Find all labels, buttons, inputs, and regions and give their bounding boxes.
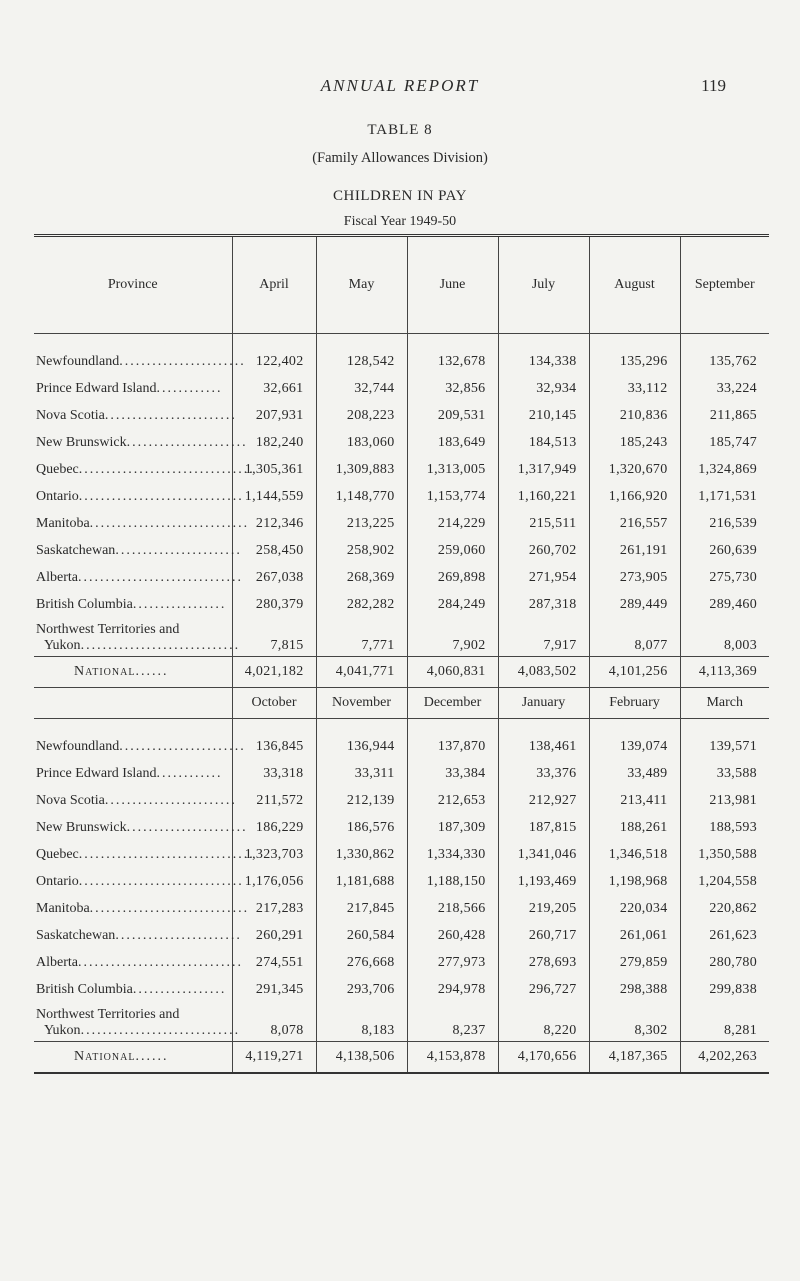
province-cell: Ontario.............................. xyxy=(36,488,244,504)
value-cell: 139,074 xyxy=(589,733,680,760)
national-total-row xyxy=(34,1042,769,1074)
table-row xyxy=(34,787,769,814)
value-cell: 279,859 xyxy=(589,949,680,976)
value-cell: 260,702 xyxy=(498,537,589,564)
table-row xyxy=(34,895,769,922)
province-cell: Ontario.............................. xyxy=(36,873,244,889)
province-cell: British Columbia................. xyxy=(36,596,227,612)
province-name: Newfoundland xyxy=(36,353,120,369)
national-total-row xyxy=(34,657,769,688)
value-cell: 280,379 xyxy=(232,591,316,618)
page-number: 119 xyxy=(701,76,726,95)
value-cell: 289,449 xyxy=(589,591,680,618)
value-cell: 1,305,361 xyxy=(232,456,316,483)
value-cell: 8,078 xyxy=(232,1003,316,1042)
total-value-cell: 4,101,256 xyxy=(589,657,680,688)
province-cell: Alberta.............................. xyxy=(36,954,243,970)
value-cell: 271,954 xyxy=(498,564,589,591)
value-cell: 8,183 xyxy=(316,1003,407,1042)
value-cell: 1,323,703 xyxy=(232,841,316,868)
month-subheader-row xyxy=(34,688,769,719)
value-cell: 1,198,968 xyxy=(589,868,680,895)
value-cell: 258,450 xyxy=(232,537,316,564)
value-cell: 134,338 xyxy=(498,348,589,375)
province-name: Alberta xyxy=(36,569,78,585)
value-cell: 135,296 xyxy=(589,348,680,375)
value-cell: 1,153,774 xyxy=(407,483,498,510)
total-value-cell: 4,138,506 xyxy=(316,1042,407,1074)
table-number: TABLE 8 xyxy=(367,122,433,138)
value-cell: 32,744 xyxy=(316,375,407,402)
province-name: Prince Edward Island xyxy=(36,380,157,396)
running-title: ANNUAL REPORT xyxy=(320,76,480,95)
first-half-body xyxy=(34,334,769,688)
value-cell: 217,845 xyxy=(316,895,407,922)
province-name: Nova Scotia xyxy=(36,407,105,423)
month-header: November xyxy=(316,688,407,719)
value-cell: 7,917 xyxy=(498,618,589,657)
value-cell: 7,771 xyxy=(316,618,407,657)
province-name: Saskatchewan xyxy=(36,927,116,943)
value-cell: 213,981 xyxy=(680,787,769,814)
table-row xyxy=(34,976,769,1003)
value-cell: 260,291 xyxy=(232,922,316,949)
value-cell: 211,865 xyxy=(680,402,769,429)
value-cell: 212,927 xyxy=(498,787,589,814)
value-cell: 135,762 xyxy=(680,348,769,375)
total-value-cell: 4,187,365 xyxy=(589,1042,680,1074)
value-cell: 219,205 xyxy=(498,895,589,922)
province-name-line1: Northwest Territories and xyxy=(36,1007,180,1022)
value-cell: 188,261 xyxy=(589,814,680,841)
fiscal-year: Fiscal Year 1949-50 xyxy=(343,214,457,229)
province-cell: Nova Scotia........................ xyxy=(36,407,237,423)
value-cell: 1,334,330 xyxy=(407,841,498,868)
division-name: (Family Allowances Division) xyxy=(312,150,488,166)
table-row xyxy=(34,814,769,841)
province-cell: New Brunswick...................... xyxy=(36,434,248,450)
table-row xyxy=(34,760,769,787)
value-cell: 261,061 xyxy=(589,922,680,949)
table-row xyxy=(34,348,769,375)
province-cell: Saskatchewan....................... xyxy=(36,542,242,558)
value-cell: 1,148,770 xyxy=(316,483,407,510)
value-cell: 8,302 xyxy=(589,1003,680,1042)
table-row xyxy=(34,402,769,429)
table-row xyxy=(34,456,769,483)
table-row xyxy=(34,591,769,618)
total-value-cell: 4,083,502 xyxy=(498,657,589,688)
month-header: August xyxy=(589,236,680,334)
value-cell: 213,411 xyxy=(589,787,680,814)
value-cell: 138,461 xyxy=(498,733,589,760)
value-cell: 277,973 xyxy=(407,949,498,976)
value-cell: 183,060 xyxy=(316,429,407,456)
value-cell: 1,341,046 xyxy=(498,841,589,868)
value-cell: 269,898 xyxy=(407,564,498,591)
national-total-cell: National...... xyxy=(34,657,232,688)
value-cell: 128,542 xyxy=(316,348,407,375)
value-cell: 287,318 xyxy=(498,591,589,618)
value-cell: 1,160,221 xyxy=(498,483,589,510)
spacer-row xyxy=(34,334,769,349)
value-cell: 1,320,670 xyxy=(589,456,680,483)
province-name: British Columbia xyxy=(36,596,133,612)
value-cell: 33,384 xyxy=(407,760,498,787)
value-cell: 33,318 xyxy=(232,760,316,787)
value-cell: 275,730 xyxy=(680,564,769,591)
value-cell: 1,166,920 xyxy=(589,483,680,510)
value-cell: 33,588 xyxy=(680,760,769,787)
province-name: Newfoundland xyxy=(36,738,120,754)
province-cell: Quebec................................ xyxy=(36,846,255,862)
value-cell: 210,836 xyxy=(589,402,680,429)
month-header: June xyxy=(407,236,498,334)
value-cell: 291,345 xyxy=(232,976,316,1003)
value-cell: 188,593 xyxy=(680,814,769,841)
value-cell: 1,317,949 xyxy=(498,456,589,483)
month-header: April xyxy=(232,236,316,334)
value-cell: 213,225 xyxy=(316,510,407,537)
value-cell: 212,139 xyxy=(316,787,407,814)
value-cell: 1,330,862 xyxy=(316,841,407,868)
value-cell: 294,978 xyxy=(407,976,498,1003)
value-cell: 32,856 xyxy=(407,375,498,402)
value-cell: 289,460 xyxy=(680,591,769,618)
value-cell: 32,934 xyxy=(498,375,589,402)
value-cell: 136,845 xyxy=(232,733,316,760)
province-header: Province xyxy=(34,236,232,334)
value-cell: 8,220 xyxy=(498,1003,589,1042)
value-cell: 33,112 xyxy=(589,375,680,402)
value-cell: 8,281 xyxy=(680,1003,769,1042)
value-cell: 267,038 xyxy=(232,564,316,591)
province-cell: New Brunswick...................... xyxy=(36,819,248,835)
value-cell: 273,905 xyxy=(589,564,680,591)
value-cell: 1,346,518 xyxy=(589,841,680,868)
spacer-row xyxy=(34,719,769,734)
province-cell: Alberta.............................. xyxy=(36,569,243,585)
province-name: Quebec xyxy=(36,461,79,477)
value-cell: 1,181,688 xyxy=(316,868,407,895)
value-cell: 187,815 xyxy=(498,814,589,841)
value-cell: 1,309,883 xyxy=(316,456,407,483)
value-cell: 261,623 xyxy=(680,922,769,949)
value-cell: 284,249 xyxy=(407,591,498,618)
value-cell: 220,862 xyxy=(680,895,769,922)
province-name: Prince Edward Island xyxy=(36,765,157,781)
value-cell: 185,243 xyxy=(589,429,680,456)
month-header: December xyxy=(407,688,498,719)
total-value-cell: 4,153,878 xyxy=(407,1042,498,1074)
value-cell: 216,557 xyxy=(589,510,680,537)
value-cell: 217,283 xyxy=(232,895,316,922)
table-row xyxy=(34,537,769,564)
province-name: Manitoba xyxy=(36,515,90,531)
second-half-body xyxy=(34,719,769,1074)
table-title: CHILDREN IN PAY xyxy=(333,188,467,204)
national-label: National xyxy=(74,1049,136,1064)
children-in-pay-table xyxy=(34,234,769,1074)
province-name: Ontario xyxy=(36,873,79,889)
value-cell: 186,576 xyxy=(316,814,407,841)
province-cell: Manitoba............................. xyxy=(36,900,250,916)
province-name: Ontario xyxy=(36,488,79,504)
value-cell: 33,311 xyxy=(316,760,407,787)
value-cell: 208,223 xyxy=(316,402,407,429)
value-cell: 186,229 xyxy=(232,814,316,841)
province-name: Alberta xyxy=(36,954,78,970)
value-cell: 280,780 xyxy=(680,949,769,976)
value-cell: 8,003 xyxy=(680,618,769,657)
province-name: Manitoba xyxy=(36,900,90,916)
value-cell: 7,902 xyxy=(407,618,498,657)
total-value-cell: 4,170,656 xyxy=(498,1042,589,1074)
value-cell: 184,513 xyxy=(498,429,589,456)
province-name: Yukon xyxy=(44,638,81,653)
value-cell: 274,551 xyxy=(232,949,316,976)
value-cell: 296,727 xyxy=(498,976,589,1003)
value-cell: 182,240 xyxy=(232,429,316,456)
value-cell: 260,584 xyxy=(316,922,407,949)
value-cell: 1,193,469 xyxy=(498,868,589,895)
value-cell: 218,566 xyxy=(407,895,498,922)
value-cell: 1,204,558 xyxy=(680,868,769,895)
table-row xyxy=(34,1003,769,1042)
value-cell: 132,678 xyxy=(407,348,498,375)
value-cell: 207,931 xyxy=(232,402,316,429)
month-header: March xyxy=(680,688,769,719)
province-cell: British Columbia................. xyxy=(36,981,227,997)
table-row xyxy=(34,564,769,591)
province-cell: Northwest Territories and Yukon............................. xyxy=(36,622,241,653)
running-head xyxy=(0,76,800,100)
province-name: Quebec xyxy=(36,846,79,862)
month-header: May xyxy=(316,236,407,334)
table-row xyxy=(34,922,769,949)
table-row xyxy=(34,375,769,402)
total-value-cell: 4,060,831 xyxy=(407,657,498,688)
value-cell: 1,313,005 xyxy=(407,456,498,483)
total-value-cell: 4,113,369 xyxy=(680,657,769,688)
national-total-cell: National...... xyxy=(34,1042,232,1074)
value-cell: 1,144,559 xyxy=(232,483,316,510)
month-header: September xyxy=(680,236,769,334)
national-label: National xyxy=(74,664,136,679)
table-row xyxy=(34,618,769,657)
value-cell: 216,539 xyxy=(680,510,769,537)
value-cell: 215,511 xyxy=(498,510,589,537)
value-cell: 183,649 xyxy=(407,429,498,456)
value-cell: 8,237 xyxy=(407,1003,498,1042)
value-cell: 137,870 xyxy=(407,733,498,760)
value-cell: 211,572 xyxy=(232,787,316,814)
value-cell: 32,661 xyxy=(232,375,316,402)
province-cell: Prince Edward Island............ xyxy=(36,380,223,396)
province-cell: Prince Edward Island............ xyxy=(36,765,223,781)
value-cell: 299,838 xyxy=(680,976,769,1003)
table-row xyxy=(34,483,769,510)
value-cell: 268,369 xyxy=(316,564,407,591)
month-header: July xyxy=(498,236,589,334)
value-cell: 212,653 xyxy=(407,787,498,814)
second-half-header xyxy=(34,688,769,719)
province-cell: Quebec................................ xyxy=(36,461,255,477)
value-cell: 1,350,588 xyxy=(680,841,769,868)
total-value-cell: 4,041,771 xyxy=(316,657,407,688)
table-row xyxy=(34,429,769,456)
value-cell: 187,309 xyxy=(407,814,498,841)
value-cell: 33,376 xyxy=(498,760,589,787)
table-titles xyxy=(0,120,800,232)
province-name: British Columbia xyxy=(36,981,133,997)
value-cell: 282,282 xyxy=(316,591,407,618)
value-cell: 7,815 xyxy=(232,618,316,657)
value-cell: 261,191 xyxy=(589,537,680,564)
table-row xyxy=(34,510,769,537)
table-row xyxy=(34,841,769,868)
province-name-line1: Northwest Territories and xyxy=(36,622,180,637)
value-cell: 33,489 xyxy=(589,760,680,787)
value-cell: 1,324,869 xyxy=(680,456,769,483)
value-cell: 220,034 xyxy=(589,895,680,922)
province-cell: Saskatchewan....................... xyxy=(36,927,242,943)
value-cell: 1,171,531 xyxy=(680,483,769,510)
value-cell: 293,706 xyxy=(316,976,407,1003)
value-cell: 278,693 xyxy=(498,949,589,976)
header-row xyxy=(34,236,769,334)
value-cell: 136,944 xyxy=(316,733,407,760)
province-name: Nova Scotia xyxy=(36,792,105,808)
value-cell: 276,668 xyxy=(316,949,407,976)
value-cell: 214,229 xyxy=(407,510,498,537)
province-name: New Brunswick xyxy=(36,434,127,450)
province-name: New Brunswick xyxy=(36,819,127,835)
value-cell: 185,747 xyxy=(680,429,769,456)
month-header: February xyxy=(589,688,680,719)
value-cell: 260,639 xyxy=(680,537,769,564)
value-cell: 259,060 xyxy=(407,537,498,564)
table-row xyxy=(34,868,769,895)
province-cell: Manitoba............................. xyxy=(36,515,250,531)
province-name: Saskatchewan xyxy=(36,542,116,558)
value-cell: 8,077 xyxy=(589,618,680,657)
month-header: January xyxy=(498,688,589,719)
value-cell: 1,188,150 xyxy=(407,868,498,895)
value-cell: 33,224 xyxy=(680,375,769,402)
value-cell: 212,346 xyxy=(232,510,316,537)
value-cell: 139,571 xyxy=(680,733,769,760)
total-value-cell: 4,202,263 xyxy=(680,1042,769,1074)
province-cell: Nova Scotia........................ xyxy=(36,792,237,808)
month-header: October xyxy=(232,688,316,719)
value-cell: 1,176,056 xyxy=(232,868,316,895)
value-cell: 122,402 xyxy=(232,348,316,375)
value-cell: 298,388 xyxy=(589,976,680,1003)
value-cell: 210,145 xyxy=(498,402,589,429)
value-cell: 209,531 xyxy=(407,402,498,429)
value-cell: 260,428 xyxy=(407,922,498,949)
value-cell: 260,717 xyxy=(498,922,589,949)
province-name: Yukon xyxy=(44,1023,81,1038)
table-row xyxy=(34,949,769,976)
value-cell: 258,902 xyxy=(316,537,407,564)
province-cell: Newfoundland....................... xyxy=(36,353,246,369)
total-value-cell: 4,119,271 xyxy=(232,1042,316,1074)
province-cell: Newfoundland....................... xyxy=(36,738,246,754)
province-cell: Northwest Territories and Yukon............................. xyxy=(36,1007,241,1038)
table-row xyxy=(34,733,769,760)
total-value-cell: 4,021,182 xyxy=(232,657,316,688)
